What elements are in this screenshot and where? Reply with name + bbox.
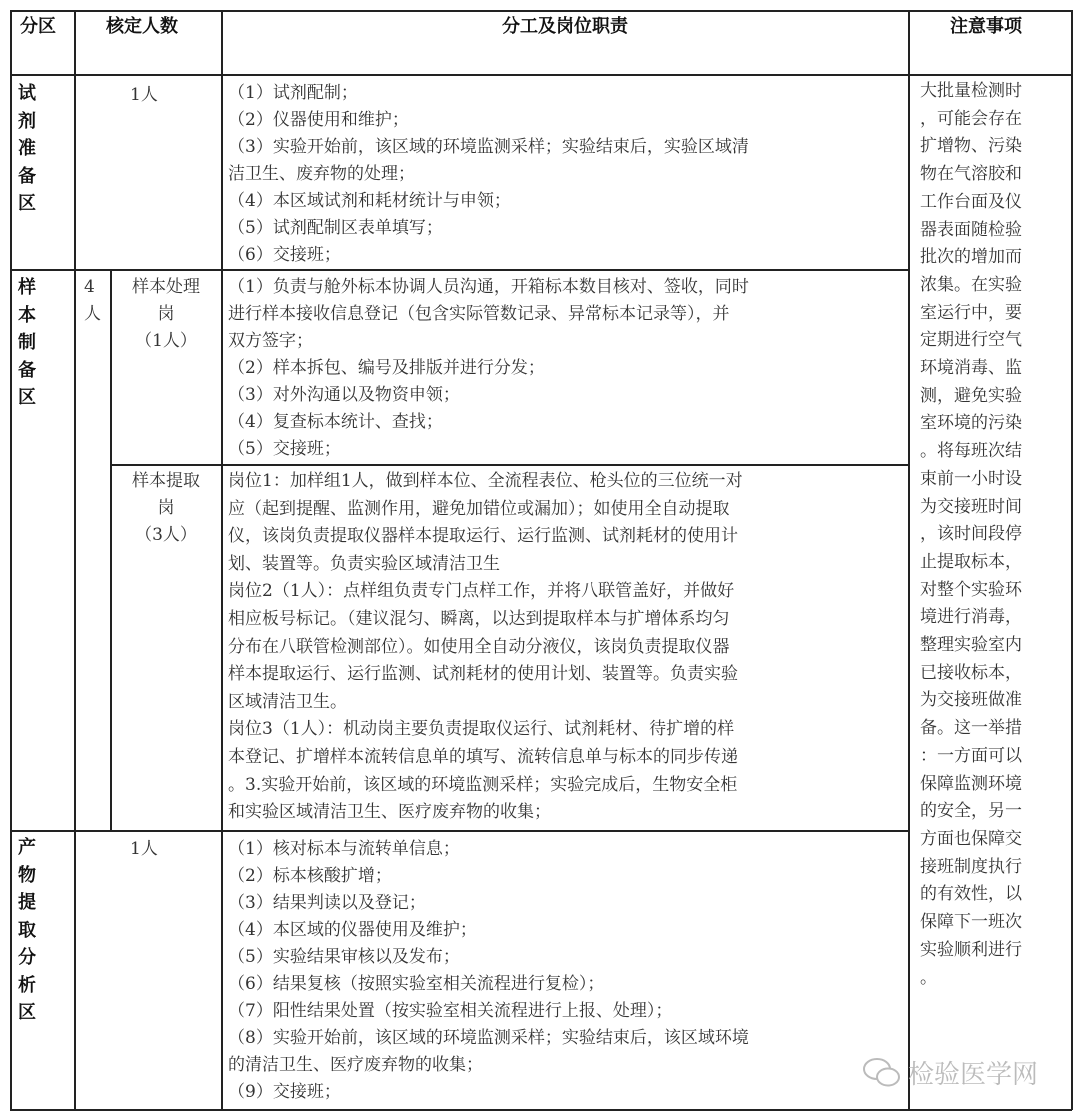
row-divider [10,830,908,832]
text-line: 对整个实验环 [920,579,1022,600]
post-sample-extraction [111,468,221,549]
text-line: 的安全，另一 [920,801,1022,822]
text-line: 保障下一班次 [920,912,1022,933]
text-line: 提 [18,892,36,913]
text-line: 岗位3（1人）：机动岗主要负责提取仪运行、试剂耗材、待扩增的样 [228,719,735,740]
text-line: 为交接班做准 [920,690,1022,711]
text-line: （3）对外沟通以及物资申领； [228,385,460,405]
text-line: 4 [84,277,95,297]
text-line: 分 [18,947,36,968]
text-line: 已接收标本， [920,662,1022,683]
text-line: 接班制度执行 [920,856,1022,877]
header-duties: 分工及岗位职责 [502,16,628,37]
text-line: 洁卫生、废弃物的处理； [228,164,415,184]
text-line: 本 [18,304,36,326]
header-divider [10,74,1072,76]
text-line: （6）结果复核（按照实验室相关流程进行复检）； [228,974,605,994]
text-line: 准 [18,138,36,159]
staff-count: 1人 [130,85,158,105]
wechat-icon [862,1056,902,1090]
table-border-left [10,10,12,1110]
text-line: 。3.实验开始前，该区域的环境监测采样；实验完成后，生物安全柜 [228,774,738,795]
text-line: 工作台面及仪 [920,191,1022,212]
text-line: 。 [920,967,937,988]
text-line: 止提取标本， [920,551,1022,572]
header-notes: 注意事项 [950,16,1022,37]
text-line: 区域清洁卫生。 [228,691,347,712]
text-line: 区 [18,387,36,408]
table-border-bottom [10,1109,1072,1111]
text-line: （6）交接班； [228,245,341,265]
text-line: （1）试剂配制； [228,83,358,103]
text-line: （2）仪器使用和维护； [228,110,409,130]
text-line: 析 [18,974,36,996]
text-line: 为交接班时间 [920,496,1022,517]
text-line: 备 [18,165,36,187]
text-line: （1）负责与舱外标本协调人员沟通，开箱标本数目核对、签收，同时 [228,277,749,297]
duties-sample-extraction [228,468,743,827]
duties-product-analysis [228,836,749,1106]
row-divider [10,269,908,271]
text-line: 的有效性，以 [920,884,1022,905]
subrow-divider [110,464,908,466]
text-line: ，该时间段停 [920,524,1022,545]
text-line: 岗位2（1人）：点样组负责专门点样工作，并将八联管盖好，并做好 [228,581,735,602]
text-line: 样 [18,277,36,298]
post-sample-processing [111,274,221,355]
text-line: （2）标本核酸扩增； [228,866,392,886]
text-line: 备 [18,359,36,381]
text-line: 室环境的污染 [920,413,1022,434]
col-divider [74,10,76,1110]
text-line: 应（起到提醒、监测作用，避免加错位或漏加）；如使用全自动提取 [228,498,730,519]
text-line: 样本提取 [132,471,200,491]
text-line: 取 [18,919,36,941]
watermark [862,1054,1038,1091]
text-line: 方面也保障交 [920,828,1022,849]
text-line: 相应板号标记。（建议混匀、瞬离，以达到提取样本与扩增体系均匀 [228,608,730,629]
text-line: 环境消毒、监 [920,358,1022,379]
header-zone: 分区 [20,16,56,37]
text-line: ：一方面可以 [920,745,1022,766]
text-line: 实验顺利进行 [920,939,1022,960]
text-line: 岗 [157,304,175,324]
text-line: 备。这一举措 [920,718,1022,739]
text-line: 产 [18,837,36,858]
text-line: （1人） [135,331,197,351]
text-line: 境进行消毒， [920,607,1022,628]
text-line: 物在气溶胶和 [920,164,1022,185]
text-line: 扩增物、污染 [920,136,1022,157]
text-line: （8）实验开始前，该区域的环境监测采样；实验结束后，该区域环境 [228,1028,749,1048]
text-line: 样本提取运行、运行监测、试剂耗材的使用计划、装置等。负责实验 [228,664,738,685]
text-line: （3人） [135,525,197,545]
text-line: 批次的增加而 [920,247,1022,268]
text-line: 试 [18,83,36,104]
text-line: （5）实验结果审核以及发布； [228,947,460,967]
text-line: （5）交接班； [228,439,341,459]
table-border-right [1071,10,1073,1110]
text-line: 进行样本接收信息登记（包含实际管数记录、异常标本记录等），并 [228,304,730,324]
text-line: 岗位1：加样组1人，做到样本位、全流程表位、枪头位的三位统一对 [228,471,743,491]
duties-sample-processing [228,274,749,463]
staff-count-total [84,274,101,328]
text-line: 室运行中，要 [920,302,1022,323]
text-line: （3）实验开始前，该区域的环境监测采样；实验结束后，实验区域清 [228,137,749,157]
text-line: （1）核对标本与流转单信息； [228,839,460,859]
text-line: （4）复查标本统计、查找； [228,412,443,432]
text-line: 大批量检测时 [920,81,1022,101]
text-line: （5）试剂配制区表单填写； [228,218,443,238]
text-line: 仪，该岗负责提取仪器样本提取运行、运行监测、试剂耗材的使用计 [228,526,738,547]
text-line: 定期进行空气 [920,330,1022,351]
zone-product-analysis [18,834,36,1027]
text-line: 制 [18,332,36,353]
text-line: （3）结果判读以及登记； [228,893,426,913]
col-divider [908,10,910,1110]
text-line: 双方签字； [228,331,313,351]
col-divider [221,10,223,1110]
text-line: （7）阳性结果处置（按实验室相关流程进行上报、处理）； [228,1001,673,1021]
text-line: 保障监测环境 [920,773,1022,794]
zone-sample-prep [18,274,36,412]
text-line: 分布在八联管检测部位）。如使用全自动分液仪，该岗负责提取仪器 [228,636,730,657]
header-staff: 核定人数 [106,16,178,37]
text-line: 剂 [18,110,36,132]
text-line: 的清洁卫生、医疗废弃物的收集； [228,1055,483,1075]
text-line: 人 [84,304,101,324]
text-line: 和实验区域清洁卫生、医疗废弃物的收集； [228,802,551,823]
zone-reagent-prep [18,80,36,218]
text-line: 本登记、扩增样本流转信息单的填写、流转信息单与标本的同步传递 [228,746,738,767]
text-line: 整理实验室内 [920,635,1022,656]
text-line: （2）样本拆包、编号及排版并进行分发； [228,358,545,378]
text-line: 划、装置等。负责实验区域清洁卫生 [228,553,500,574]
text-line: 样本处理 [132,277,200,297]
text-line: 区 [18,193,36,214]
text-line: （4）本区域试剂和耗材统计与申领； [228,191,511,211]
notes-text [920,78,1022,992]
text-line: 浓集。在实验 [920,274,1022,295]
duties-reagent-prep [228,80,749,269]
staff-count: 1人 [130,839,158,859]
text-line: 测，避免实验 [920,385,1022,406]
text-line: ，可能会存在 [920,108,1022,129]
text-line: 区 [18,1002,36,1023]
text-line: 器表面随检验 [920,219,1022,240]
text-line: （9）交接班； [228,1082,341,1102]
text-line: 。将每班次结 [920,441,1022,462]
text-line: 束前一小时设 [920,468,1022,489]
text-line: （4）本区域的仪器使用及维护； [228,920,477,940]
text-line: 物 [18,864,36,886]
text-line: 岗 [157,498,175,518]
watermark-text: 检验医学网 [908,1060,1039,1090]
